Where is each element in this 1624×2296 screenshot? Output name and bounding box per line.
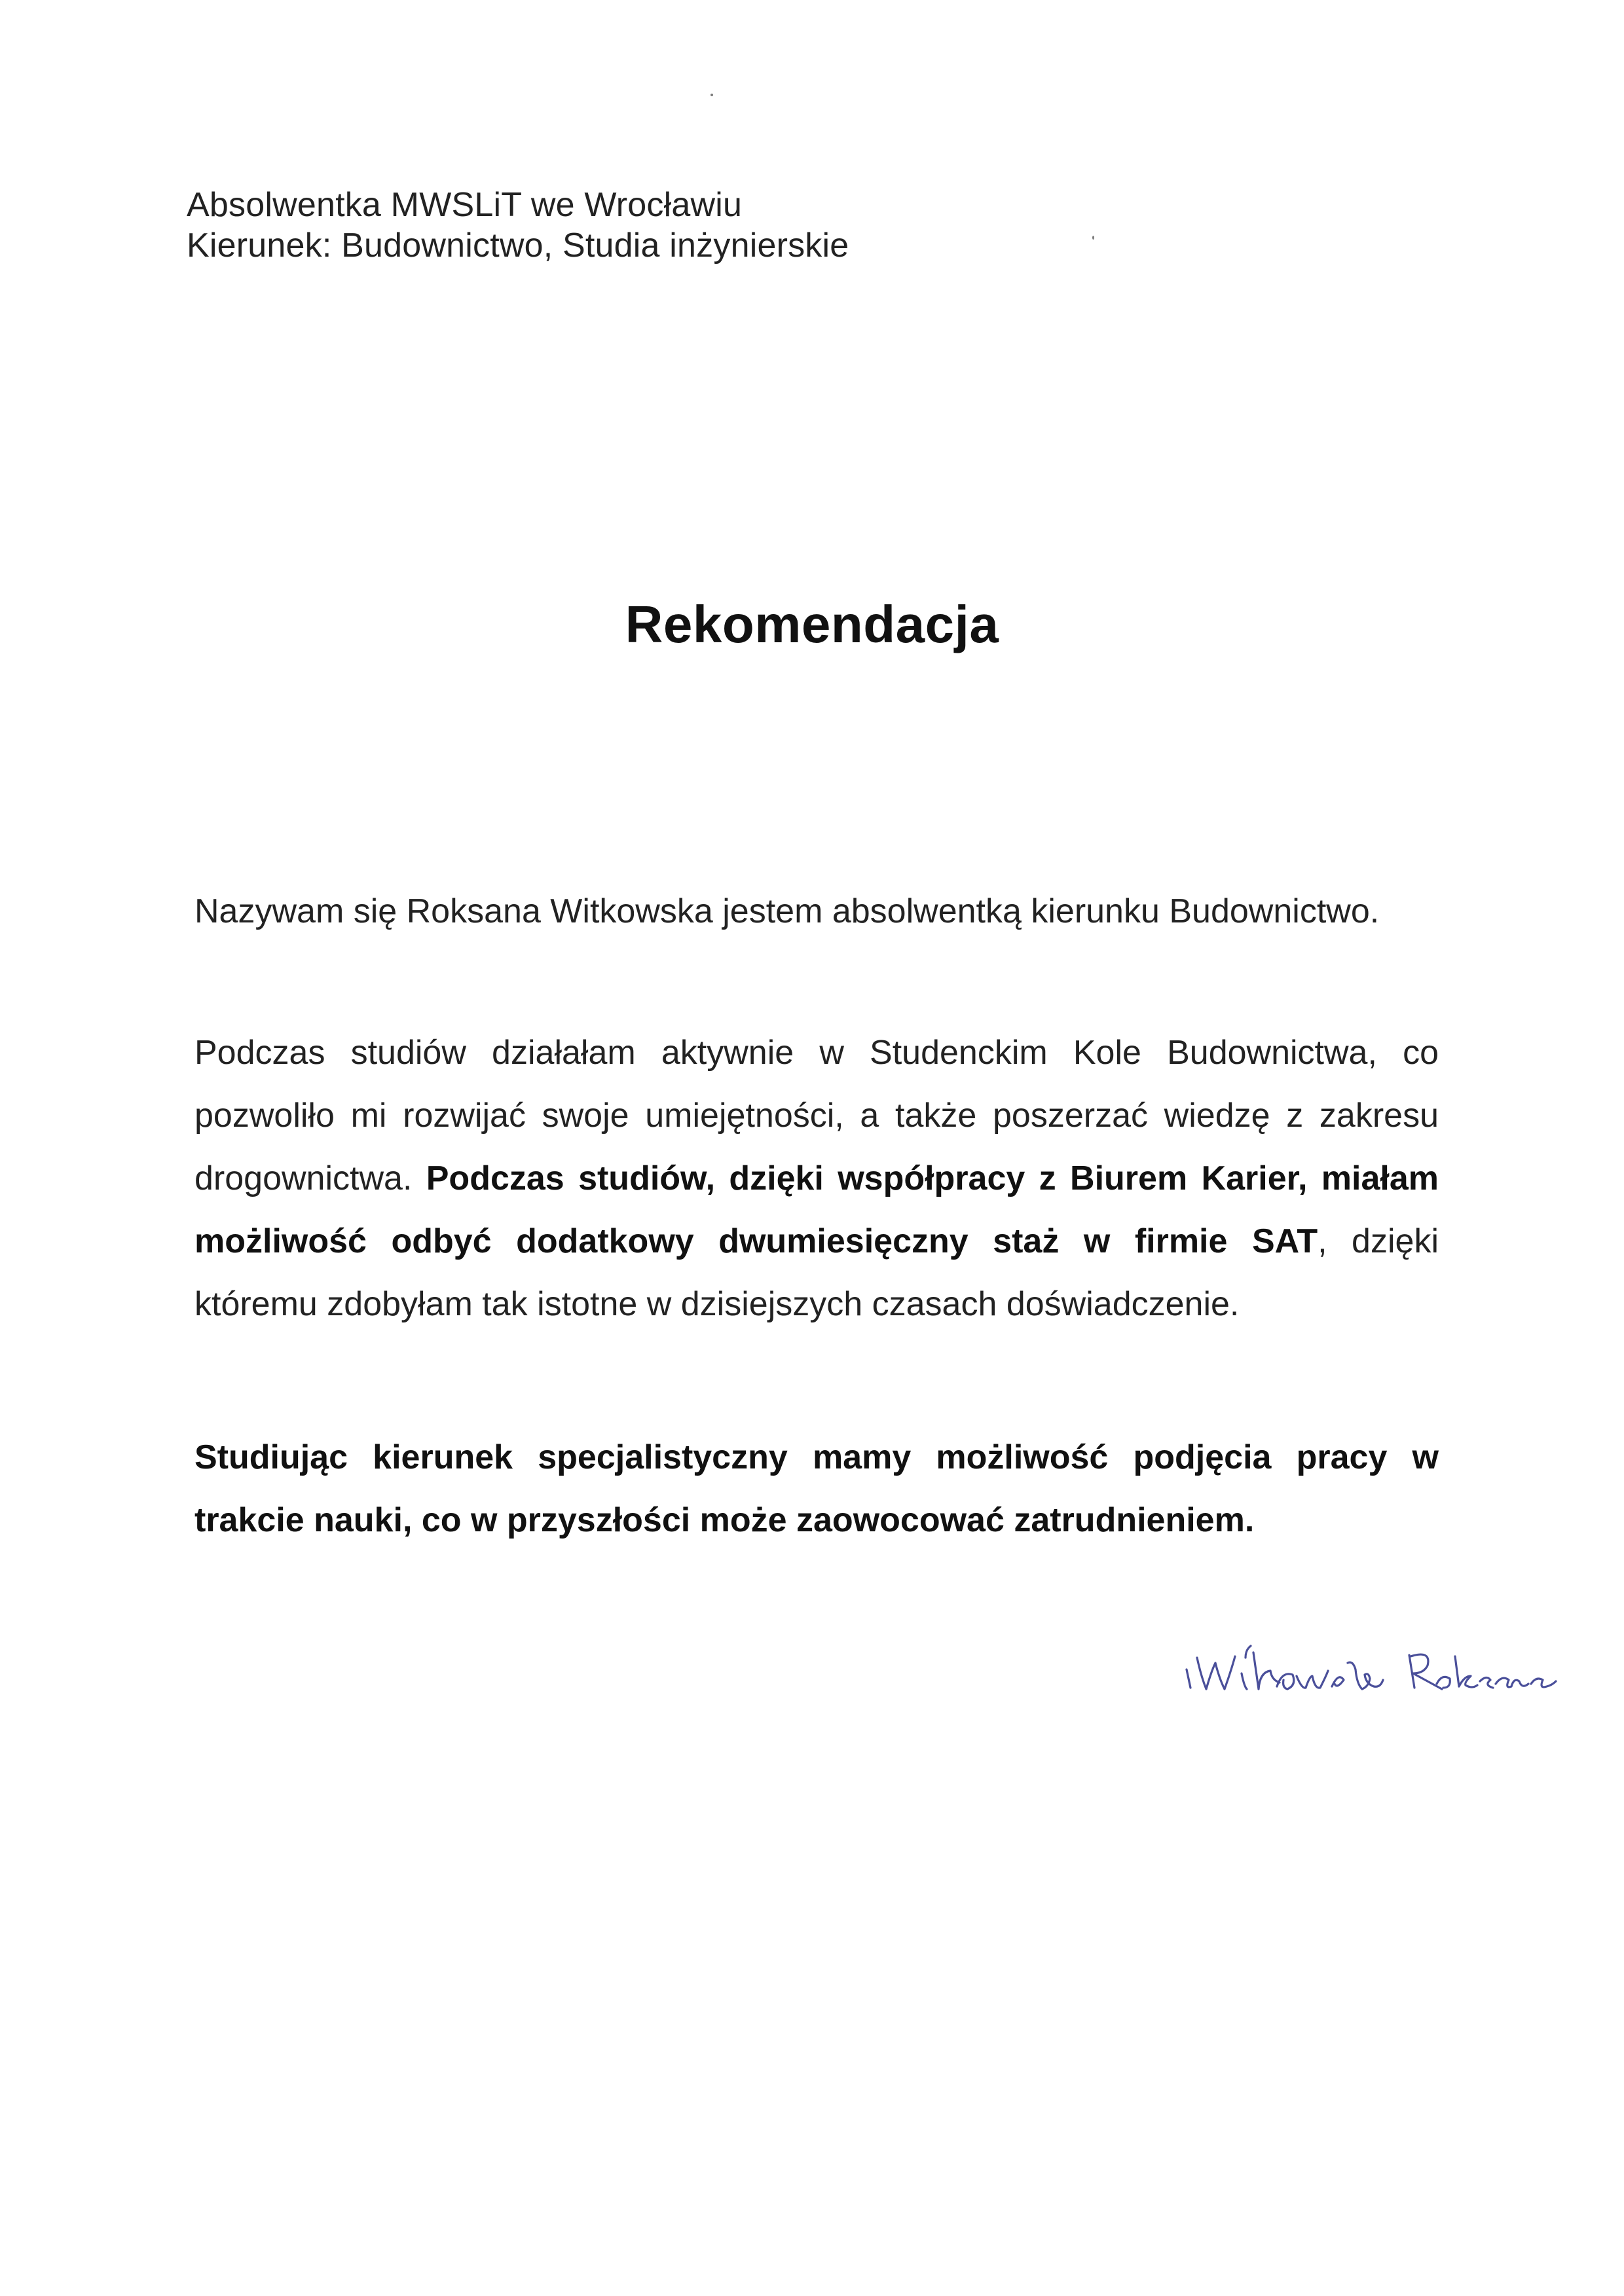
header-line-graduate: Absolwentka MWSLiT we Wrocławiu — [187, 186, 743, 224]
handwritten-signature — [1172, 1624, 1604, 1709]
paragraph-conclusion: Studiując kierunek specjalistyczny mamy możliwość podjęcia pracy w trakcie nauki, co w przyszłości może zaowocować zatrudnieniem. — [194, 1438, 1439, 1539]
scan-speck — [710, 94, 713, 96]
document-header — [187, 185, 849, 266]
paragraph-studies — [194, 1021, 1439, 1336]
header-line-field-of-study: Kierunek: Budownictwo, Studia inżynierskie — [187, 227, 849, 264]
paragraph-studies-text: Podczas studiów działałam aktywnie w Studenckim Kole Budownictwa, co pozwoliło mi rozwijać swoje umiejętności, a także poszerzać wiedzę z zakresu drogownictwa. — [194, 1034, 1439, 1197]
paragraph-studies-text-end: , dzięki któremu zdobyłam tak istotne w dzisiejszych czasach doświadczenie. — [194, 1222, 1439, 1323]
paragraph-introduction: Nazywam się Roksana Witkowska jestem absolwentką kierunku Budownictwo. — [194, 892, 1380, 930]
paragraph-studies-highlight: Podczas studiów, dzięki współpracy z Biurem Karier, miałam możliwość odbyć dodatkowy dwumiesięczny staż w firmie SAT — [194, 1159, 1439, 1260]
document-title: Rekomendacja — [625, 595, 999, 653]
scan-speck — [1092, 236, 1094, 240]
